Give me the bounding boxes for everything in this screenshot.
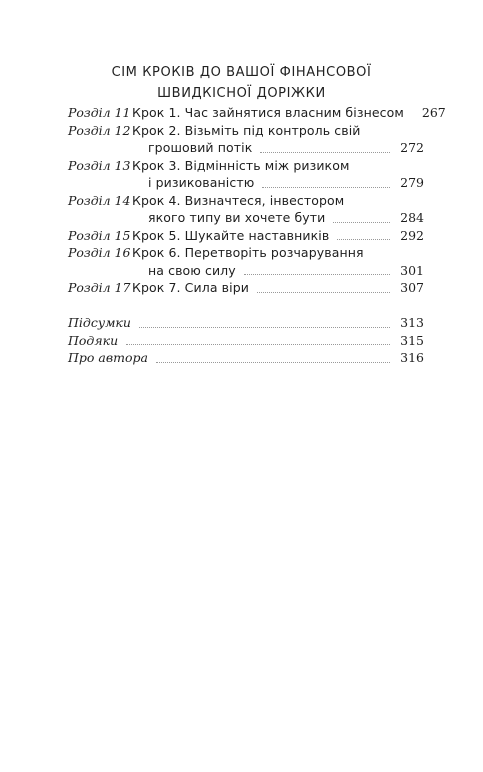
chapter-title: Крок 6. Перетворіть розчарування	[132, 245, 364, 260]
chapter-title: Крок 4. Визначтеся, інвестором	[132, 192, 345, 208]
back-matter-label: Про автора	[68, 350, 148, 365]
page-number: 301	[400, 262, 424, 278]
dot-leader	[257, 291, 390, 293]
chapter-title-continued: на свою силу	[148, 262, 236, 278]
chapter-title: Крок 2. Візьміть під контроль свій	[132, 122, 361, 138]
chapter-label: Розділ 15	[68, 227, 131, 243]
dot-leader	[337, 238, 390, 240]
toc-entry-summary[interactable]	[68, 314, 424, 332]
chapter-title: Крок 1. Час зайнятися власним бізнесом	[132, 105, 404, 120]
table-of-contents	[68, 104, 446, 297]
toc-entry-chapter-15[interactable]	[68, 227, 424, 245]
chapter-label: Розділ 17	[68, 280, 131, 295]
page-number: 316	[400, 350, 424, 365]
dot-leader	[244, 273, 390, 275]
back-matter-label: Підсумки	[68, 315, 131, 330]
page-number: 272	[400, 140, 424, 155]
toc-entry-chapter-12[interactable]	[68, 122, 424, 157]
dot-leader	[139, 326, 390, 328]
page-number: 313	[400, 315, 424, 330]
back-matter-label: Подяки	[68, 332, 119, 348]
toc-entry-chapter-16[interactable]	[68, 244, 424, 279]
back-matter-list	[68, 314, 424, 367]
chapter-label: Розділ 14	[68, 192, 131, 208]
chapter-title: Крок 3. Відмінність між ризиком	[132, 157, 350, 173]
section-title-line-2: ШВИДКІСНОЇ ДОРІЖКИ	[157, 86, 326, 101]
toc-entry-chapter-11[interactable]	[68, 104, 446, 122]
chapter-label: Розділ 13	[68, 157, 131, 173]
chapter-label: Розділ 12	[68, 122, 131, 138]
chapter-label: Розділ 16	[68, 245, 131, 260]
chapter-title-continued: якого типу ви хочете бути	[148, 210, 326, 225]
toc-entry-chapter-13[interactable]	[68, 157, 424, 192]
toc-entry-chapter-14[interactable]	[68, 192, 424, 227]
chapter-label: Розділ 11	[68, 105, 131, 120]
section-title-line-1: СІМ КРОКІВ ДО ВАШОЇ ФІНАНСОВОЇ	[111, 65, 372, 80]
page-number: 292	[400, 227, 424, 243]
page-number: 267	[421, 105, 446, 120]
page-number: 279	[400, 175, 424, 190]
page-number: 284	[400, 210, 424, 225]
dot-leader	[126, 343, 390, 345]
dot-leader	[156, 361, 390, 363]
toc-entry-acknowledgements[interactable]	[68, 332, 424, 350]
dot-leader	[262, 186, 390, 188]
page-number: 307	[400, 280, 424, 295]
chapter-title: Крок 5. Шукайте наставників	[132, 227, 330, 243]
section-title	[0, 62, 483, 104]
toc-entry-chapter-17[interactable]	[68, 279, 424, 297]
dot-leader	[260, 151, 390, 153]
chapter-title-continued: грошовий потік	[148, 140, 253, 155]
chapter-title: Крок 7. Сила віри	[132, 280, 249, 295]
dot-leader	[333, 221, 390, 223]
chapter-title-continued: і ризикованістю	[148, 175, 255, 190]
toc-entry-about-author[interactable]	[68, 349, 424, 367]
page-number: 315	[400, 332, 424, 348]
